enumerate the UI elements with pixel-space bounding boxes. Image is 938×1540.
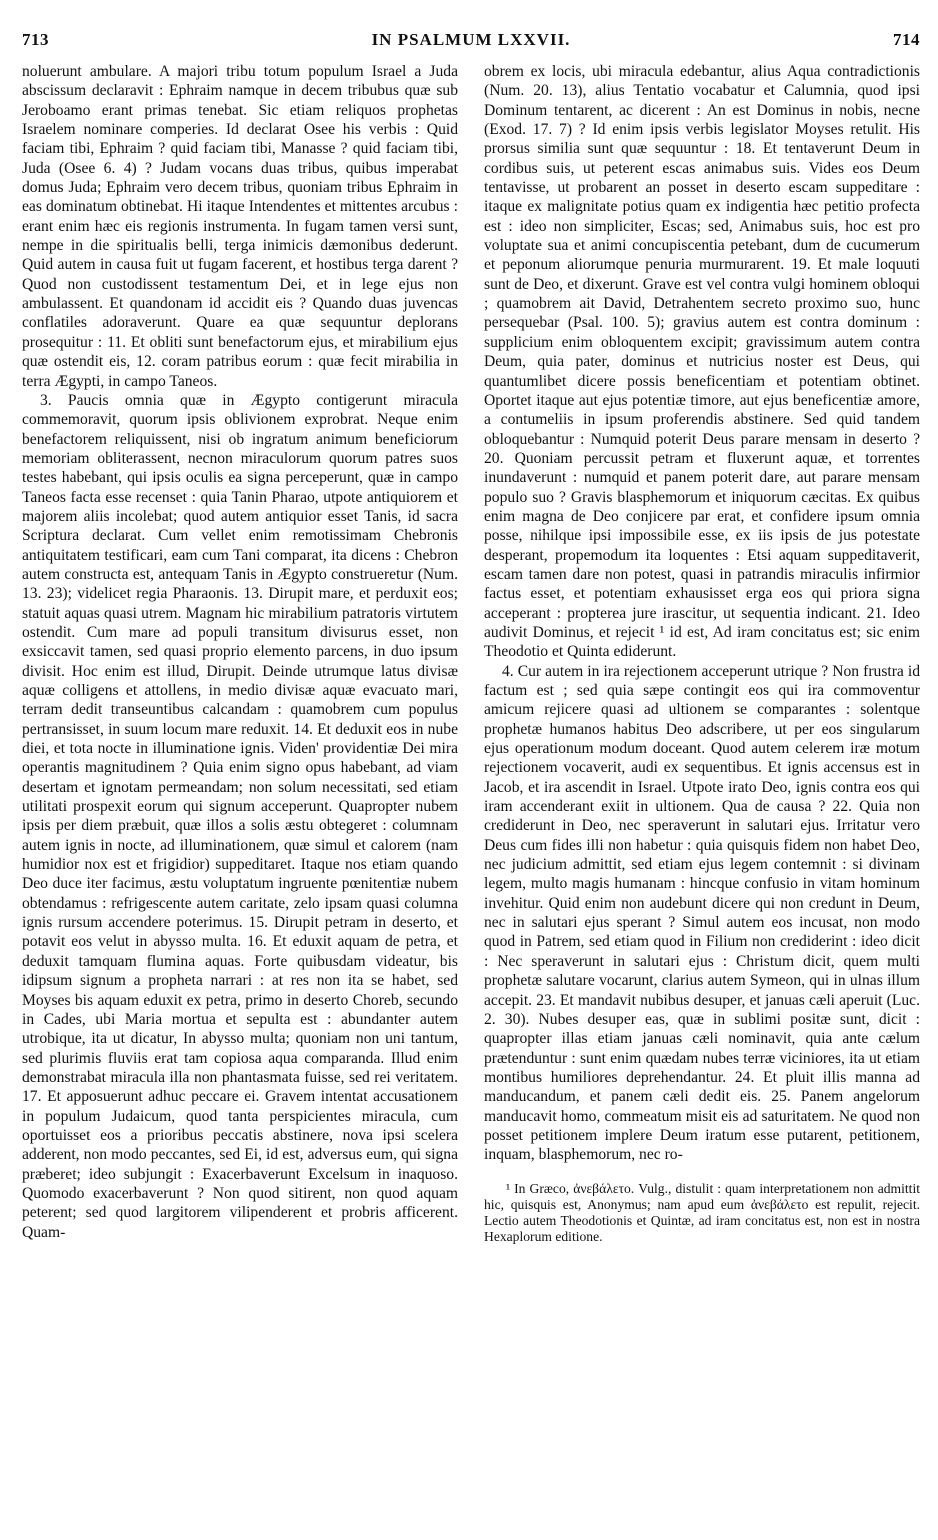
- paragraph: 3. Paucis omnia quæ in Ægypto contigerunt miracula commemoravit, quorum ipsis oblivionem exprobrat. Neque enim benefactorem reliquissent, nisi ob ingratum animum beneficiorum memoriam obliterassent, necnon miraculorum quorum patres suos testes habebant, qui ipsis oculis ea signa perceperunt, quæ in campo Taneos facta esse recenset : quia Tanin Pharao, utpote antiquiorem et majorem aliis incolebat; quod autem antiquior esset Tanis, id sacra Scriptura declarat. Cum vellet enim remotissimam Chebronis antiquitatem testificari, eam cum Tani comparat, ita dicens : Chebron autem constructa est, antequam Tanis in Ægypto construeretur (Num. 13. 23); videlicet regia Pharaonis. 13. Dirupit mare, et perduxit eos; statuit aquas quasi utrem. Magnam hic mirabilium patratoris virtutem ostendit. Cum mare ad populi transitum divisurus esset, non exsiccavit tamen, sed quasi proprio elemento parcens, in duo ipsum divisit. Hoc enim est illud, Dirupit. Deinde utrumque latus divisæ aquæ colligens et attollens, in medio divisæ aquæ evacuato mari, terram dedit transeuntibus calcandam : quamobrem cum populus pertransisset, in suum locum mare reduxit. 14. Et deduxit eos in nube diei, et tota nocte in illuminatione ignis. Viden' providentiæ Dei mira operantis magnitudinem ? Quia enim signo opus habebant, ad viam desertam et ignotam permeandam; non solum necessitati, sed etiam utilitati prospexit eorum qui signum acceperunt. Quapropter nubem ipsis per diem præbuit, quæ illos a solis æstu obtegeret : columnam autem ignis in nocte, ad illuminationem, quæ simul et calorem (nam humidior nox est et frigidior) suppeditaret. Itaque nos etiam quando Deo duce iter facimus, æstu voluptatum ingruente pœnitentiæ nubem obtendamus : refrigescente autem caritate, zelo ipsam quasi columna ignis rursum accendere poterimus. 15. Dirupit petram in deserto, et potavit eos velut in abysso multa. 16. Et eduxit aquam de petra, et deduxit tamquam flumina aquas. Forte quibusdam videatur, bis idipsum signum a propheta narrari : at res non ita se habet, sed Moyses bis aquam eduxit ex petra, primo in deserto Choreb, secundo in Cades, ubi Maria mortua et sepulta est : abundanter autem utrobique, ita ut dicatur, In abysso multa; quoniam non uni tantum, sed plurimis fluviis erat tam copiosa aqua comparanda. Illud enim demonstrabat miracula illa non phantasmata fuisse, sed rei veritatem. 17. Et apposuerunt adhuc peccare ei. Gravem intentat accusationem in populum Judaicum, quod tanta perspicientes miracula, cum oportuisset eos a prioribus peccatis abstinere, nova ipsi scelera adderent, non modo peccantes, sed Ei, id est, adversus eum, qui signa præberet; ideo subjungit : Exacerbaverunt Excelsum in inaquoso. Quomodo exacerbaverunt ? Non quod sitirent, non quod aquam peterent; sed quod largitorem vilipenderent et probris afficerent. Quam-: [22, 391, 458, 1241]
- paragraph: 4. Cur autem in ira rejectionem acceperunt utrique ? Non frustra id factum est ; sed quia sæpe contingit eos qui ira commoventur amicum rejicere quasi ad ultionem se comparantes : solentque prophetæ humanos habitus Deo adscribere, ut per eos singularum ejus operationum modum doceant. Quod autem celerem iræ motum rejectionem vocaverit, audi ex sequentibus. Et ignis accensus est in Jacob, et ira ascendit in Israel. Utpote irato Deo, ignis contra eos qui iram accenderant exiit in ultionem. Qua de causa ? 22. Quia non crediderunt in Deo, nec speraverunt in salutari ejus. Irritatur vero Deus cum fides illi non habetur : quia quisquis fidem non habet Deo, nec judicium admittit, sed etiam ejus legem contemnit : si divinam legem, multo magis humanam : hincque confusio in vitam hominum invehitur. Quid enim non audebunt dicere qui non credunt in Deum, nec in salutari ejus sperant ? Simul autem eos incusat, non modo quod in Patrem, sed etiam quod in Filium non crediderint : ideo dicit : Nec speraverunt in salutari ejus : Christum dicit, quem multi prophetæ salutare vocarunt, clarius autem Symeon, qui in ulnas illum accepit. 23. Et mandavit nubibus desuper, et januas cæli aperuit (Luc. 2. 30). Nubes desuper eas, quæ in sublimi positæ sunt, dicit : quapropter illas etiam januas cæli nominavit, quia ante cælum prætenduntur : sunt enim quædam nubes terræ viciniores, ita ut etiam montibus humiliores deprehendantur. 24. Et pluit illis manna ad manducandum, et panem cæli dedit eis. 25. Panem angelorum manducavit homo, commeatum misit eis ad saturitatem. Ne quod non posset petitionem implere Deum iratum esse putarent, petitionem, inquam, blasphemorum, nec ro-: [484, 662, 920, 1164]
- footnote: ¹ In Græco, ἀνεβάλετο. Vulg., distulit : quam interpretationem non admittit hic, quisquis est, Anonymus; nam apud eum ἀνεβάλετο est repulit, rejecit. Lectio autem Theodotionis et Quintæ, ad iram concitatus est, non est in nostra Hexaplorum editione.: [484, 1180, 920, 1245]
- running-header: [22, 10, 920, 50]
- paragraph: obrem ex locis, ubi miracula edebantur, alius Aqua contradictionis (Num. 20. 13), alius Tentatio vocabatur et Calumnia, quod ipsi Dominum tentarent, ac dicerent : An est Dominus in nobis, necne (Exod. 17. 7) ? Id enim ipsis verbis legislator Moyses retulit. His prorsus similia sunt quæ sequuntur : 18. Et tentaverunt Deum in cordibus suis, ut peterent escas animabus suis. Vides eos Deum tentavisse, ut probarent an posset in deserto escam suppeditare : itaque ex malignitate potius quam ex indigentia hæc petitio profecta est : ideo non simpliciter, Escas; sed, Animabus suis, hoc est pro voluptate sua et animi concupiscentia petebant, dum de cucumerum et peponum aliorumque penuria murmurarent. 19. Et male loquuti sunt de Deo, et dixerunt. Grave est vel contra vulgi hominem obloqui ; quamobrem ait David, Detrahentem secreto proximo suo, hunc persequebar (Psal. 100. 5); gravius autem est contra dominum : supplicium enim obloquentem excipit; gravissimum autem contra Deum, quia pater, dominus et nutricius noster est Deus, qui quantumlibet dicere possis beneficentiam et potentiam obtinet. Oportet itaque aut ejus potentiæ timore, aut ejus beneficentiæ amore, a contumeliis in ipsum proferendis abstinere. Sed quid tandem obloquebantur : Numquid poterit Deus parare mensam in deserto ? 20. Quoniam percussit petram et fluxerunt aquæ, et torrentes inundaverunt : numquid et panem poterit dare, aut parare mensam populo suo ? Gravis blasphemorum et iniquorum cæcitas. Ex quibus enim magna de Deo conjicere par erat, et confidere ipsum omnia posse, nihilque ipsi impossibile esse, ex iis ipsis de jus potestate desperant, propemodum ita loquentes : Etsi aquam suppeditaverit, escam tamen dare non potest, quasi in patrandis miraculis infirmior factus esset, et potentiam exhausisset erga eos qui priora signa acceperant : propterea jure irascitur, ut sequentia indicant. 21. Ideo audivit Dominus, et rejecit ¹ id est, Ad iram concitatus est; sic enim Theodotio et Quinta ediderunt.: [484, 63, 920, 661]
- right-column: [484, 62, 920, 1245]
- paragraph: noluerunt ambulare. A majori tribu totum populum Israel a Juda abscissum declaravit : Ephraim namque in decem tribubus quæ sub Jeroboamo erant primas tenebat. Sic etiam reliquos prophetas Israelem nominare comperies. Id declarat Osee his verbis : Quid faciam tibi, Ephraim ? quid faciam tibi, Manasse ? quid faciam tibi, Juda (Osee 6. 4) ? Judam vocans duas tribus, quibus imperabat domus Juda; Ephraim vero decem tribus, quoniam tribus Ephraim in eas dominatum obtinebat. Hi itaque Intendentes et mittentes arcubus : erant enim hæc eis regionis instrumenta. In fugam tamen versi sunt, nempe in die spiritualis belli, terga inimicis dæmonibus dederunt. Quid autem in causa fuit ut fugam facerent, et hostibus terga darent ? Quod non custodissent testamentum Dei, et in lege ejus non ambulassent. Et quandonam id accidit eis ? Quando duas juvencas conflatiles adoraverunt. Quare ea quæ sequuntur deplorans prosequitur : 11. Et obliti sunt benefactorum ejus, et mirabilium ejus quæ ostendit eis, 12. coram patribus eorum : quæ fecit mirabilia in terra Ægypti, in campo Taneos.: [22, 63, 458, 390]
- footnote-block: [484, 1181, 920, 1246]
- left-column: [22, 62, 458, 1245]
- left-page-number: 713: [22, 30, 49, 49]
- text-columns: [22, 62, 920, 1245]
- right-page-number: 714: [893, 30, 920, 49]
- running-title: IN PSALMUM LXXVII.: [371, 30, 571, 49]
